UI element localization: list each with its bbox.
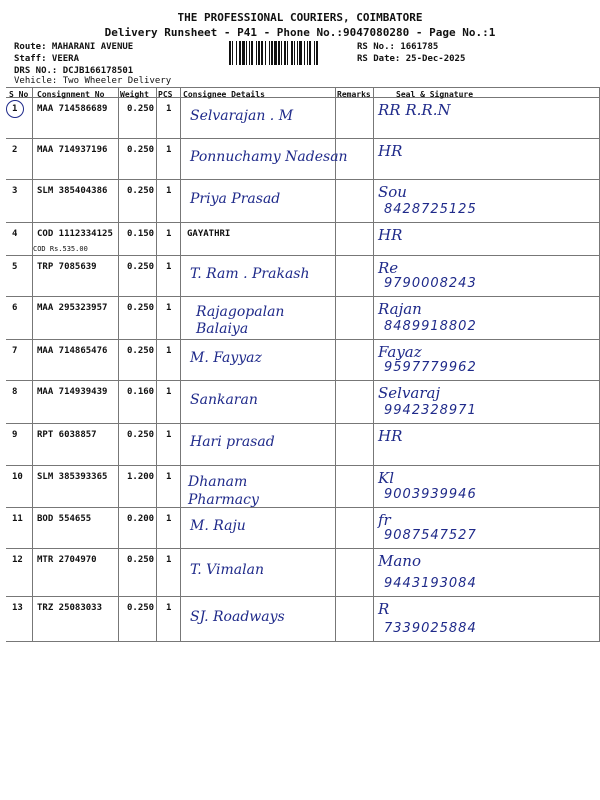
barcode-bar [291,41,293,65]
signature-mark: Mano [378,552,421,570]
vehicle-label: Vehicle: Two Wheeler Delivery [14,76,172,86]
signature-mark: Re [378,259,399,277]
barcode-bar [269,41,270,65]
table-row [6,97,600,138]
company-title: THE PROFESSIONAL COURIERS, COIMBATORE [177,11,423,24]
consignment-number: MAA 714937196 [37,145,108,155]
pcs-value: 1 [166,229,172,239]
signature-mark: HR [378,226,403,244]
weight-value: 0.250 [127,262,155,272]
signature-mark: Kl [378,469,395,487]
rs-number: RS No.: 1661785 [357,42,439,52]
cod-amount: COD Rs.535.00 [33,245,88,253]
staff-label: Staff: VEERA [14,54,80,64]
weight-value: 0.160 [127,387,155,397]
signature-mark: R [378,600,390,618]
barcode-bar [278,41,280,65]
consignment-number: BOD 554655 [37,514,92,524]
barcode-bar [304,41,305,65]
signature-mark: fr [378,511,391,529]
consignment-number: TRP 7085639 [37,262,97,272]
serial-number: 3 [12,186,18,196]
table-row [6,548,600,596]
col-header-pcs: PCS [158,90,173,99]
consignee-name: M. Raju [190,518,246,534]
barcode-bar [271,41,273,65]
serial-number: 10 [12,472,23,482]
barcode-bar [229,41,231,65]
barcode-bar [274,41,277,65]
pcs-value: 1 [166,186,172,196]
consignment-number: SLM 385393365 [37,472,108,482]
consignment-number: MAA 714865476 [37,346,108,356]
consignee-name: SJ. Roadways [190,609,285,625]
barcode-bar [246,41,247,65]
barcode-bar [314,41,315,65]
barcode-bar [307,41,308,65]
pcs-value: 1 [166,303,172,313]
phone-number: 9087547527 [384,528,477,543]
serial-number: 5 [12,262,18,272]
phone-number: 8428725125 [384,202,477,217]
phone-number: 9597779962 [384,360,477,375]
table-row [6,296,600,339]
weight-value: 0.250 [127,104,155,114]
consignee-name: T. Vimalan [190,562,264,578]
col-header-seal: Seal & Signature [396,90,474,99]
runsheet-table [6,87,600,641]
serial-number: 9 [12,430,18,440]
consignee-name: Selvarajan . M [190,108,294,124]
consignment-number: RPT 6038857 [37,430,97,440]
barcode-bar [232,41,233,65]
serial-number: 1 [12,104,18,114]
consignee-name: Rajagopalan Balaiya [196,304,285,337]
barcode-bar [294,41,295,65]
consignment-number: MAA 714586689 [37,104,108,114]
phone-number: 9443193084 [384,576,477,591]
barcode-bar [299,41,302,65]
drs-number: DRS NO.: DCJB166178501 [14,66,134,76]
table-row [6,596,600,641]
col-header-consignee: Consignee Details [183,90,265,99]
pcs-value: 1 [166,603,172,613]
table-row [6,380,600,423]
weight-value: 0.150 [127,229,155,239]
serial-number: 8 [12,387,18,397]
barcode-bar [256,41,257,65]
consignment-number: COD 1112334125 [37,229,113,239]
pcs-value: 1 [166,346,172,356]
signature-mark: HR [378,427,403,445]
serial-number: 13 [12,603,23,613]
consignee-name: Ponnuchamy Nadesan [190,149,348,165]
barcode-bar [287,41,288,65]
pcs-value: 1 [166,430,172,440]
barcode-bar [284,41,286,65]
serial-number: 6 [12,303,18,313]
pcs-value: 1 [166,514,172,524]
table-row [6,255,600,296]
signature-mark: RR R.R.N [378,101,451,119]
phone-number: 7339025884 [384,621,477,636]
serial-number: 11 [12,514,23,524]
barcode-bar [261,41,263,65]
route-label: Route: MAHARANI AVENUE [14,42,134,52]
weight-value: 0.250 [127,430,155,440]
table-row [6,222,600,255]
signature-mark: Selvaraj [378,384,441,402]
pcs-value: 1 [166,145,172,155]
rs-date: RS Date: 25-Dec-2025 [357,54,466,64]
pcs-value: 1 [166,262,172,272]
consignee-name: Priya Prasad [190,191,281,207]
consignment-number: MTR 2704970 [37,555,97,565]
consignment-number: MAA 295323957 [37,303,108,313]
barcode-image [229,41,353,65]
weight-value: 0.200 [127,514,155,524]
signature-mark: Sou [378,183,407,201]
table-row [6,339,600,380]
signature-mark: Fayaz [378,343,422,361]
col-header-sno: S No [9,90,29,99]
table-row [6,423,600,465]
weight-value: 0.250 [127,145,155,155]
weight-value: 0.250 [127,346,155,356]
serial-number: 12 [12,555,23,565]
consignee-name: GAYATHRI [187,229,231,239]
consignment-number: MAA 714939439 [37,387,108,397]
barcode-bar [258,41,260,65]
col-header-weight: Weight [120,90,149,99]
barcode-bar [297,41,298,65]
pcs-value: 1 [166,104,172,114]
barcode-bar [249,41,250,65]
serial-circle-mark [6,100,24,118]
barcode-bar [265,41,266,65]
consignee-name: Dhanam Pharmacy [188,474,259,508]
phone-number: 9003939946 [384,487,477,502]
signature-mark: Rajan [378,300,422,318]
serial-number: 7 [12,346,18,356]
barcode-bar [242,41,245,65]
table-row [6,507,600,548]
pcs-value: 1 [166,387,172,397]
weight-value: 1.200 [127,472,155,482]
phone-number: 9942328971 [384,403,477,418]
barcode-bar [251,41,253,65]
consignment-number: TRZ 25083033 [37,603,103,613]
col-header-remarks: Remarks [337,90,371,99]
weight-value: 0.250 [127,186,155,196]
serial-number: 4 [12,229,18,239]
col-header-consignment: Consignment No [37,90,105,99]
pcs-value: 1 [166,555,172,565]
barcode-bar [236,41,237,65]
weight-value: 0.250 [127,303,155,313]
phone-number: 8489918802 [384,319,477,334]
phone-number: 9790008243 [384,276,477,291]
barcode-bar [239,41,241,65]
consignee-name: Hari prasad [190,434,275,450]
signature-mark: HR [378,142,403,160]
runsheet-subtitle: Delivery Runsheet - P41 - Phone No.:9047080280 - Page No.:1 [104,26,496,39]
consignee-name: T. Ram . Prakash [190,266,310,282]
table-row [6,179,600,222]
consignment-number: SLM 385404386 [37,186,108,196]
barcode-bar [309,41,311,65]
table-row [6,138,600,179]
weight-value: 0.250 [127,603,155,613]
pcs-value: 1 [166,472,172,482]
table-row [6,465,600,507]
serial-number: 2 [12,145,18,155]
weight-value: 0.250 [127,555,155,565]
consignee-name: Sankaran [190,392,258,408]
barcode-bar [281,41,282,65]
consignee-name: M. Fayyaz [190,350,262,366]
barcode-bar [316,41,318,65]
